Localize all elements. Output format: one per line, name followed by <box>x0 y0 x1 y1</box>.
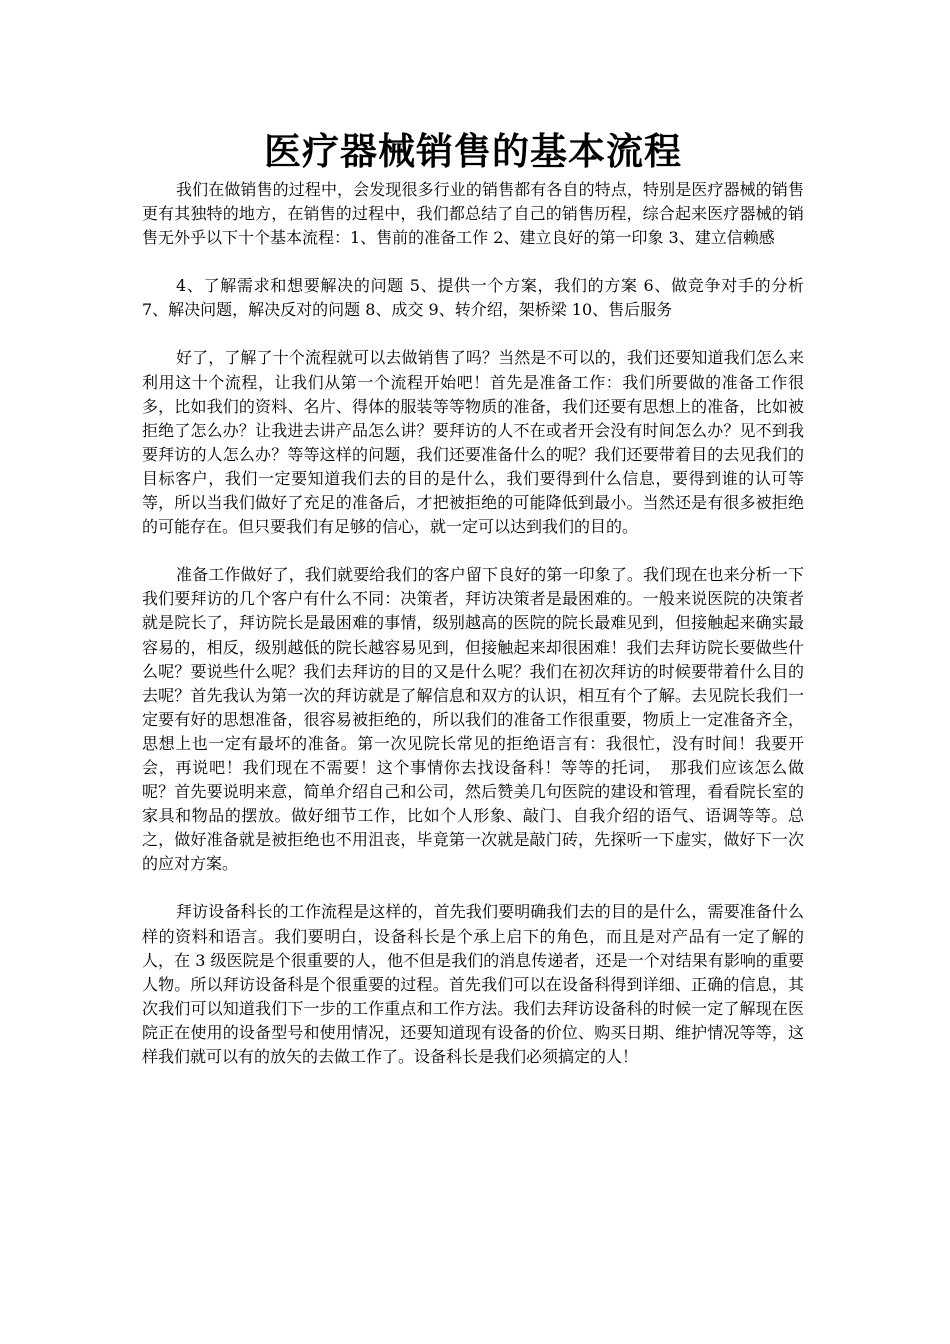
paragraph-equipment-dept: 拜访设备科长的工作流程是这样的，首先我们要明确我们去的目的是什么，需要准备什么样的资料和语言。我们要明白，设备科长是个承上启下的角色，而且是对产品有一定了解的人，在 3 级医院是个很重要的人，他不但是我们的消息传递者，还是一个对结果有影响的重要人物。所以拜访设备科是个很重要的过程。首先我们可以在设备科得到详细、正确的信息，其次我们可以知道我们下一步的工作重点和工作方法。我们去拜访设备科的时候一定了解现在医院正在使用的设备型号和使用情况，还要知道现有设备的价位、购买日期、维护情况等等，这样我们就可以有的放矢的去做工作了。设备科长是我们必须搞定的人！ <box>142 902 804 1066</box>
paragraph-preparation: 好了，了解了十个流程就可以去做销售了吗？当然是不可以的，我们还要知道我们怎么来利用这十个流程，让我们从第一个流程开始吧！首先是准备工作：我们所要做的准备工作很多，比如我们的资料、名片、得体的服装等等物质的准备，我们还要有思想上的准备，比如被拒绝了怎么办？让我进去讲产品怎么讲？要拜访的人不在或者开会没有时间怎么办？见不到我要拜访的人怎么办？等等这样的问题，我们还要准备什么的呢？我们还要带着目的去见我们的目标客户，我们一定要知道我们去的目的是什么，我们要得到什么信息，要得到谁的认可等等，所以当我们做好了充足的准备后，才把被拒绝的可能降低到最小。当然还是有很多被拒绝的可能存在。但只要我们有足够的信心，就一定可以达到我们的目的。 <box>142 348 804 537</box>
paragraph-first-impression: 准备工作做好了，我们就要给我们的客户留下良好的第一印象了。我们现在也来分析一下我们要拜访的几个客户有什么不同：决策者，拜访决策者是最困难的。一般来说医院的决策者就是院长了，拜访院长是最困难的事情，级别越高的医院的院长最难见到，但接触起来确实最容易的，相反，级别越低的院长越容易见到，但接触起来却很困难！我们去拜访院长要做些什么呢？要说些什么呢？我们去拜访的目的又是什么呢？我们在初次拜访的时候要带着什么目的去呢？首先我认为第一次的拜访就是了解信息和双方的认识，相互有个了解。去见院长我们一定要有好的思想准备，很容易被拒绝的，所以我们的准备工作很重要，物质上一定准备齐全，思想上也一定有最坏的准备。第一次见院长常见的拒绝语言有：我很忙，没有时间！我要开会，再说吧！我们现在不需要！这个事情你去找设备科！等等的托词， 那我们应该怎么做呢？首先要说明来意，简单介绍自己和公司，然后赞美几句医院的建设和管理，看看院长室的家具和物品的摆放。做好细节工作，比如个人形象、敲门、自我介绍的语气、语调等等。总之，做好准备就是被拒绝也不用沮丧，毕竟第一次就是敲门砖，先探听一下虚实，做好下一次的应对方案。 <box>142 565 804 874</box>
document-page <box>142 128 804 1093</box>
paragraph-process-list: 4、了解需求和想要解决的问题 5、提供一个方案，我们的方案 6、做竞争对手的分析 7、解决问题，解决反对的问题 8、成交 9、转介绍，架桥梁 10、售后服务 <box>142 276 804 320</box>
document-title: 医疗器械销售的基本流程 <box>264 129 682 173</box>
paragraph-intro: 我们在做销售的过程中，会发现很多行业的销售都有各自的特点，特别是医疗器械的销售更有其独特的地方，在销售的过程中，我们都总结了自己的销售历程，综合起来医疗器械的销售无外乎以下十个基本流程：1、售前的准备工作 2、建立良好的第一印象 3、建立信赖感 <box>142 180 804 248</box>
